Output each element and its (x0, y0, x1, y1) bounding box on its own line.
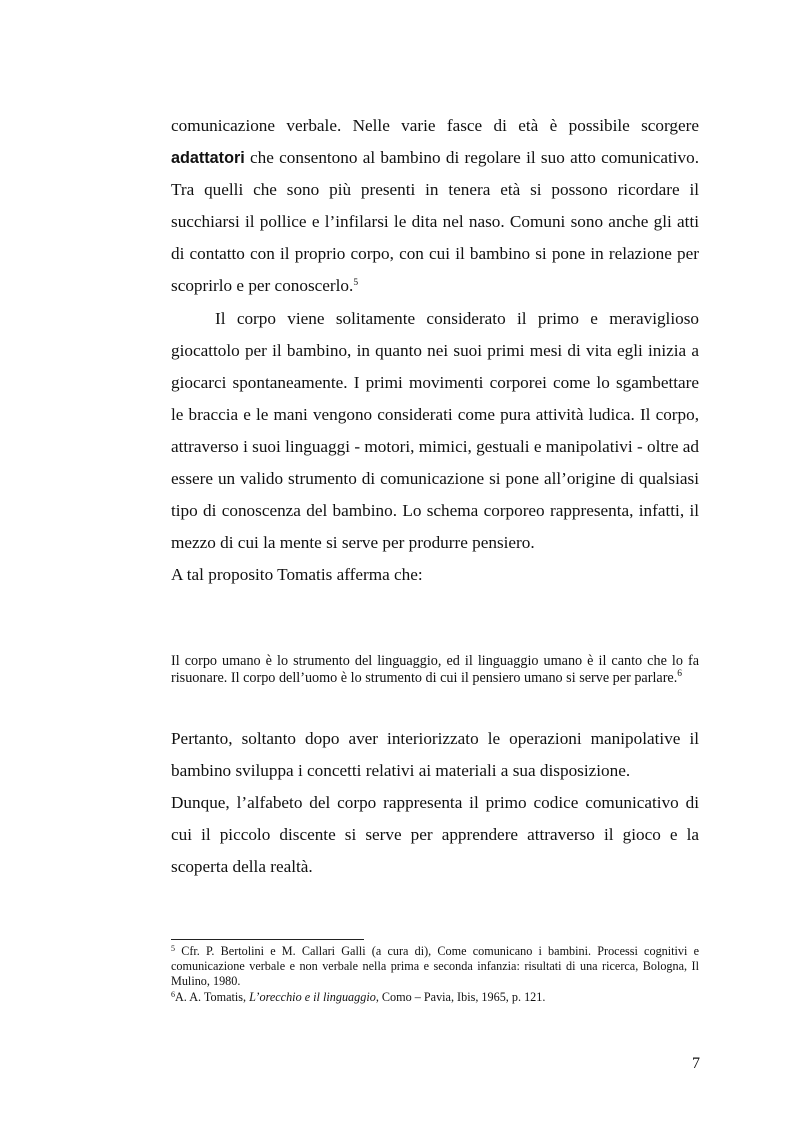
paragraph-pertanto: Pertanto, soltanto dopo aver interiorizzato le operazioni manipolative il bambino sviluppa i concetti relativi ai materiali a sua disposizione. (171, 729, 699, 781)
paragraph-tomatis-intro: A tal proposito Tomatis afferma che: (171, 565, 423, 585)
footnotes (171, 944, 699, 1005)
block-quote (171, 653, 699, 687)
term-adattatori: adattatori (171, 149, 245, 168)
footnote-ref-6: 6 (677, 669, 683, 679)
body-text-top (171, 110, 699, 591)
footnote-5: $^5$ Cfr. P. Bertolini e M. Callari Galli (a cura di), Come comunicano i bambini. Processi cognitivi e comunicazione verbale e non verbale nella prima e seconda infanzia: risultati di una ricerca, Bologna, Il Mulino, 1980. (171, 944, 699, 989)
footnote-separator (171, 939, 364, 940)
paragraph-dunque: Dunque, l’alfabeto del corpo rappresenta il primo codice comunicativo di cui il piccolo discente si serve per apprendere attraverso il gioco e la scoperta della realtà. (171, 793, 699, 877)
paragraph-adattatori: comunicazione verbale. Nelle varie fasce di età è possibile scorgere adattatori che consentono al bambino di regolare il suo atto comunicativo. Tra quelli che sono più presenti in tenera età si possono ricordare il succhiarsi il pollice e l’infilarsi le dita nel naso. Comuni sono anche gli atti di contatto con il proprio corpo, con cui il bambino si pone in relazione per scoprirlo e per conoscerlo.$^5$ (171, 116, 699, 296)
footnote-number: 5 (171, 944, 175, 953)
body-text-bottom (171, 723, 699, 883)
footnote-6: $^6$A. A. Tomatis, L’orecchio e il linguaggio, Como – Pavia, Ibis, 1965, p. 121. (171, 989, 546, 1004)
footnote-ref-5: 5 (353, 278, 359, 289)
quote-text: Il corpo umano è lo strumento del linguaggio, ed il linguaggio umano è il canto che lo fa risuonare. Il corpo dell’uomo è lo strumento di cui il pensiero umano si serve per parlare.$^6$ (171, 653, 699, 686)
page-number: 7 (692, 1055, 700, 1072)
footnote-number: 6 (171, 989, 175, 999)
cited-title: L’orecchio e il linguaggio (249, 989, 376, 1004)
paragraph-corpo: Il corpo viene solitamente considerato il primo e meraviglioso giocattolo per il bambino, in quanto nei suoi primi mesi di vita egli inizia a giocarci spontaneamente. I primi movimenti corporei come lo sgambettare le braccia e le mani vengono considerati come pura attività ludica. Il corpo, attraverso i suoi linguaggi - motori, mimici, gestuali e manipolativi - oltre ad essere un valido strumento di comunicazione si pone all’origine di qualsiasi tipo di conoscenza del bambino. Lo schema corporeo rappresenta, infatti, il mezzo di cui la mente si serve per produrre pensiero. (171, 308, 699, 553)
